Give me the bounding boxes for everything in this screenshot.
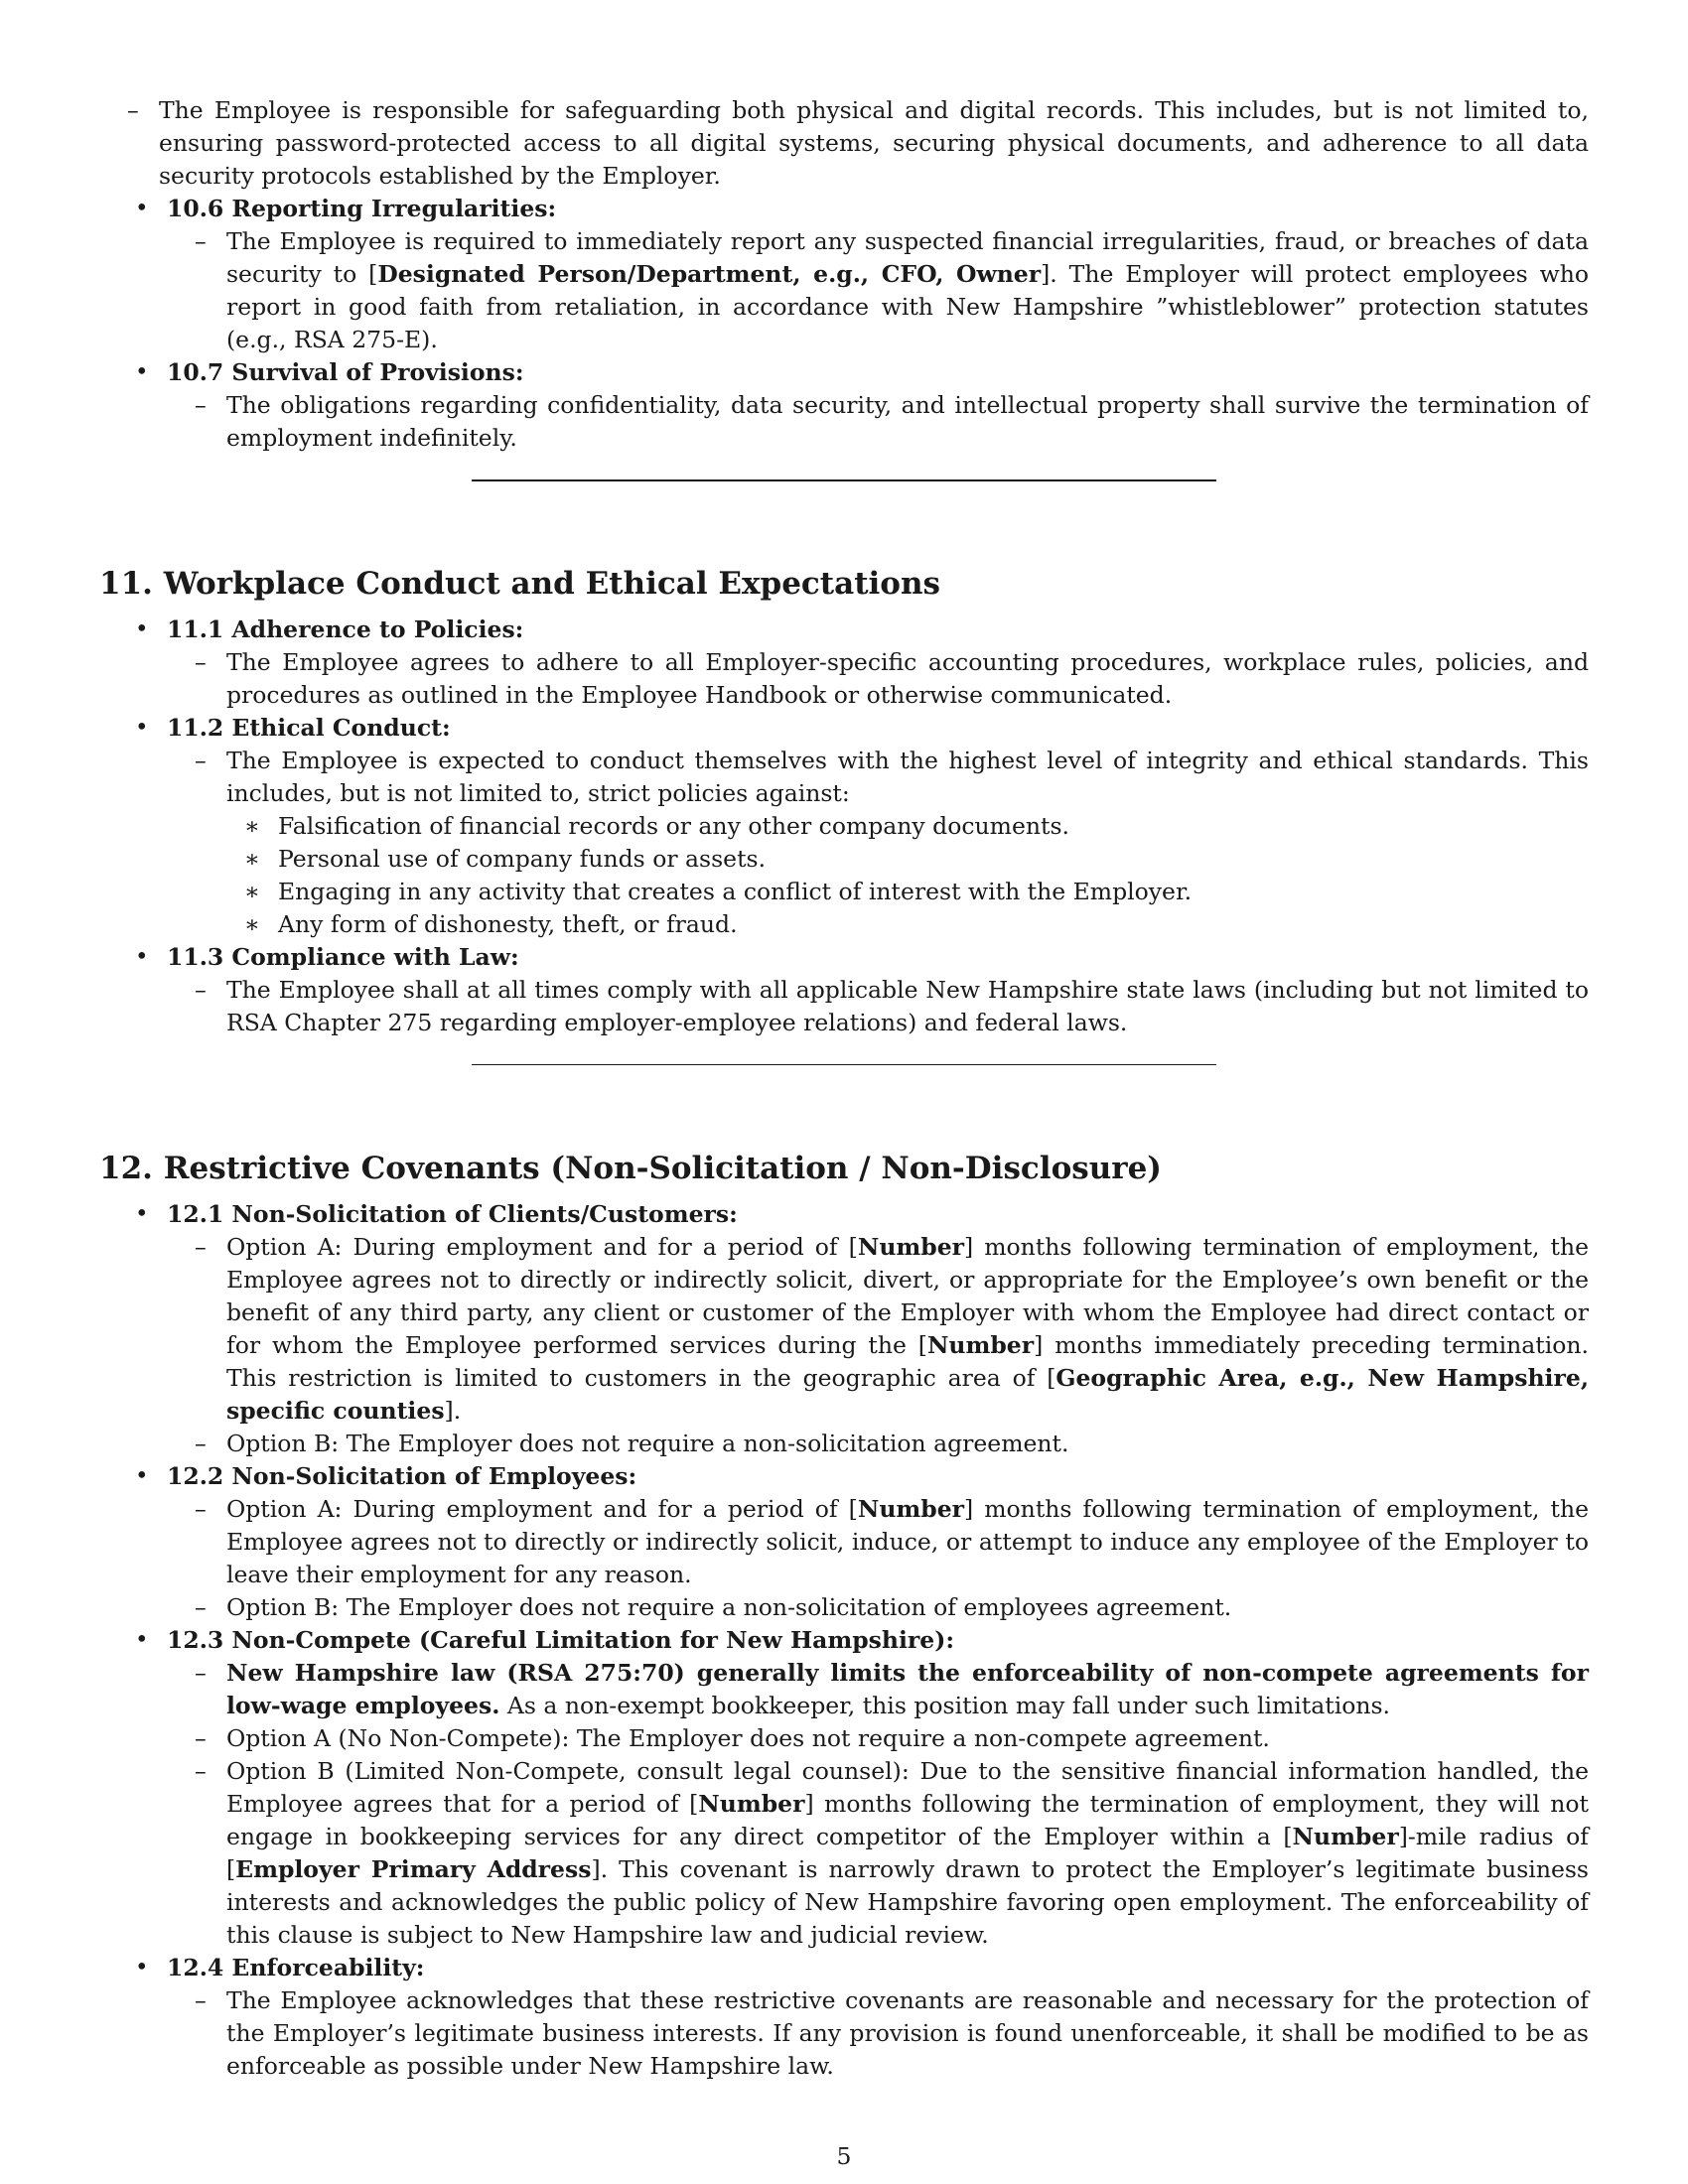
placeholder-field: Employer Primary Address — [235, 1855, 592, 1883]
text-run: ] months following the termination of employment, they will not engage in bookkeeping services for any direct competitor of the Employer within a [ — [226, 1790, 1589, 1850]
placeholder-field: Designated Person/Department, e.g., CFO, Owner — [377, 260, 1042, 288]
placeholder-field: Geographic Area, e.g., New Hampshire, specific counties — [226, 1364, 1590, 1425]
page-number: 5 — [836, 2142, 852, 2170]
section-11-list — [99, 614, 1589, 1039]
list-item-10-5-cont — [32, 94, 1589, 193]
sub-item — [99, 1493, 1589, 1591]
sub-item — [99, 1984, 1589, 2083]
text-run: Option A (No Non-Compete): The Employer does not require a non-compete agreement. — [226, 1724, 1270, 1752]
nested-item: ∗ Any form of dishonesty, theft, or fraud. — [226, 908, 1589, 941]
text-run: ] months following termination of employment, the Employee agrees not to directly or indirectly solicit, divert, or appropriate for the Employee’s own benefit or the benefit of any third party, any client or customer of the Employer with whom the Employee had direct contact or for whom the Employee performed services during the [ — [226, 1233, 1590, 1359]
item-title: 12.3 Non-Compete (Careful Limitation for New Hampshire): — [167, 1626, 955, 1654]
text-run: As a non-exempt bookkeeper, this position may fall under such limitations. — [499, 1692, 1391, 1719]
list-item-11-1 — [99, 614, 1589, 712]
placeholder-field: Number — [926, 1331, 1035, 1359]
sublist — [99, 94, 1589, 193]
sub-item — [99, 389, 1589, 455]
nested-item: ∗ Falsification of financial records or any other company documents. — [226, 810, 1589, 843]
item-title: 10.6 Reporting Irregularities: — [167, 195, 557, 222]
section-heading-11: 11. Workplace Conduct and Ethical Expectations — [99, 566, 940, 602]
bold-note: New Hampshire law (RSA 275:70) generally limits the enforceability of non-compete agreements for low-wage employees. — [226, 1659, 1589, 1719]
section-10-items — [99, 193, 1589, 455]
list-item-12-1 — [99, 1198, 1589, 1460]
list-item-11-2 — [99, 712, 1589, 941]
paragraph-text: The Employee is responsible for safeguarding both physical and digital records. This includes, but is not limited to, ensuring password-protected access to all digital systems, securing physical documents, and adherence to all data security protocols established by the Employer. — [159, 96, 1589, 190]
placeholder-field: Number — [857, 1495, 965, 1523]
text-run: ]. — [444, 1397, 462, 1425]
item-title: 11.1 Adherence to Policies: — [167, 615, 524, 643]
list-item-11-3 — [99, 941, 1589, 1039]
sub-item — [99, 974, 1589, 1039]
sub-item — [99, 1428, 1589, 1460]
sub-item — [99, 1722, 1589, 1755]
nested-item: ∗ Personal use of company funds or assets. — [226, 843, 1589, 876]
sublist — [167, 974, 1589, 1039]
text-run: The Employee agrees to adhere to all Employer-specific accounting procedures, workplace rules, policies, and procedures as outlined in the Employee Handbook or otherwise communicated. — [226, 648, 1589, 709]
sublist — [167, 1657, 1589, 1952]
sub-item — [99, 745, 1589, 941]
text-run: ]. This covenant is narrowly drawn to protect the Employer’s legitimate business interests and acknowledges the public policy of New Hampshire favoring open employment. The enforceability of this clause is subject to New Hampshire law and judicial review. — [226, 1855, 1589, 1949]
item-title: 11.2 Ethical Conduct: — [167, 714, 451, 742]
section-10-list — [99, 94, 1589, 193]
text-run: The Employee is required to immediately report any suspected financial irregularities, fraud, or breaches of data security to [ — [226, 227, 1589, 288]
section-heading-12: 12. Restrictive Covenants (Non-Solicitation / Non-Disclosure) — [99, 1151, 1162, 1186]
placeholder-field: Number — [1292, 1823, 1399, 1850]
text-run: The obligations regarding confidentiality, data security, and intellectual property shall survive the termination of employment indefinitely. — [226, 391, 1589, 452]
sublist — [167, 745, 1589, 941]
sub-item — [99, 1657, 1589, 1722]
nested-item: ∗ Engaging in any activity that creates a conflict of interest with the Employer. — [226, 876, 1589, 908]
horizontal-rule — [99, 1039, 1589, 1149]
list-item-10-7 — [99, 356, 1589, 455]
text-run: ] months immediately preceding termination. This restriction is limited to customers in the geographic area of [ — [226, 1331, 1589, 1392]
text-run: ]. The Employer will protect employees who report in good faith from retaliation, in accordance with New Hampshire ”whistleblower” protection statutes (e.g., RSA 275-E). — [226, 260, 1590, 353]
item-title: 12.1 Non-Solicitation of Clients/Customers: — [167, 1200, 738, 1228]
list-item-12-4 — [99, 1952, 1589, 2083]
text-run: The Employee is expected to conduct themselves with the highest level of integrity and ethical standards. This includes, but is not limited to, strict policies against: — [226, 747, 1589, 807]
nested-sublist — [226, 810, 1589, 941]
sublist — [167, 1984, 1589, 2083]
list-item-12-2 — [99, 1460, 1589, 1624]
placeholder-field: Number — [857, 1233, 965, 1261]
text-run: The Employee acknowledges that these restrictive covenants are reasonable and necessary for the protection of the Employer’s legitimate business interests. If any provision is found unenforceable, it shall be modified to be as enforceable as possible under New Hampshire law. — [226, 1986, 1589, 2080]
text-run: Option B (Limited Non-Compete, consult legal counsel): Due to the sensitive financial information handled, the Employee agrees that for a period of [ — [226, 1757, 1589, 1818]
text-run: The Employee shall at all times comply with all applicable New Hampshire state laws (including but not limited to RSA Chapter 275 regarding employer-employee relations) and federal laws. — [226, 976, 1589, 1036]
item-title: 10.7 Survival of Provisions: — [167, 358, 524, 386]
text-run: Option B: The Employer does not require a non-solicitation of employees agreement. — [226, 1593, 1232, 1621]
item-title: 12.2 Non-Solicitation of Employees: — [167, 1462, 637, 1490]
sub-item — [99, 646, 1589, 712]
sublist — [167, 389, 1589, 455]
list-item-12-3 — [99, 1624, 1589, 1952]
text-run: Option A: During employment and for a period of [ — [226, 1495, 858, 1523]
item-title: 11.3 Compliance with Law: — [167, 943, 519, 971]
sublist — [167, 1493, 1589, 1624]
sublist — [167, 646, 1589, 712]
sublist — [167, 225, 1589, 356]
text-run: ]-mile radius of [ — [226, 1823, 1589, 1883]
sublist — [167, 1231, 1589, 1460]
text-run: ] months following termination of employment, the Employee agrees not to directly or indirectly solicit, induce, or attempt to induce any employee of the Employer to leave their employment for any reason. — [226, 1495, 1590, 1588]
text-run: Option A: During employment and for a period of [ — [226, 1233, 858, 1261]
sub-item — [99, 225, 1589, 356]
text-run: Option B: The Employer does not require a non-solicitation agreement. — [226, 1430, 1069, 1457]
sub-item — [99, 1755, 1589, 1952]
section-12-list — [99, 1198, 1589, 2083]
page-content — [99, 94, 1589, 2083]
horizontal-rule — [99, 455, 1589, 564]
list-item-10-6 — [99, 193, 1589, 356]
list-item — [99, 94, 1589, 193]
item-title: 12.4 Enforceability: — [167, 1954, 425, 1981]
placeholder-field: Number — [698, 1790, 805, 1818]
sub-item — [99, 1591, 1589, 1624]
sub-item — [99, 1231, 1589, 1428]
